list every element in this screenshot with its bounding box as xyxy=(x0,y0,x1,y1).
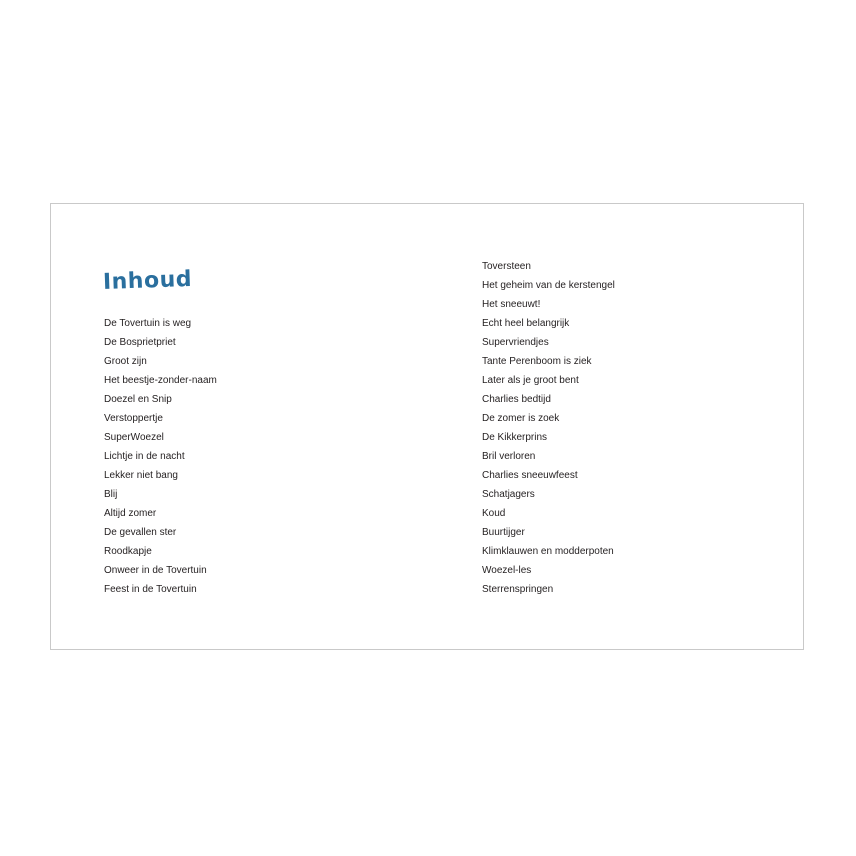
toc-item: Woezel-les xyxy=(482,565,532,576)
toc-item: Blij xyxy=(104,489,118,500)
toc-item: Charlies bedtijd xyxy=(482,394,551,405)
toc-item: Doezel en Snip xyxy=(104,394,172,405)
toc-item: Het sneeuwt! xyxy=(482,299,541,310)
toc-item: Buurtijger xyxy=(482,527,525,538)
toc-item: Altijd zomer xyxy=(104,508,157,519)
toc-item: Charlies sneeuwfeest xyxy=(482,470,578,481)
toc-item: Onweer in de Tovertuin xyxy=(104,565,207,576)
toc-item: SuperWoezel xyxy=(104,432,164,443)
toc-item: Verstoppertje xyxy=(104,413,163,424)
toc-item: Bril verloren xyxy=(482,451,536,462)
toc-item: Groot zijn xyxy=(104,356,147,367)
toc-item: Feest in de Tovertuin xyxy=(104,584,197,595)
toc-item: De Tovertuin is weg xyxy=(104,318,192,329)
toc-item: De gevallen ster xyxy=(104,527,177,538)
toc-item: De Kikkerprins xyxy=(482,432,548,443)
toc-item: De zomer is zoek xyxy=(482,413,560,424)
toc-item: Roodkapje xyxy=(104,546,152,557)
toc-item: Lekker niet bang xyxy=(104,470,178,481)
page-title: Inhoud xyxy=(102,266,193,295)
toc-item: Het beestje-zonder-naam xyxy=(104,375,217,386)
toc-item: Klimklauwen en modderpoten xyxy=(482,546,614,557)
toc-item: Schatjagers xyxy=(482,489,535,500)
toc-item: Lichtje in de nacht xyxy=(104,451,185,462)
toc-item: Sterrenspringen xyxy=(482,584,554,595)
toc-item: Echt heel belangrijk xyxy=(482,318,570,329)
toc-right-column xyxy=(482,257,615,599)
toc-item: Tante Perenboom is ziek xyxy=(482,356,592,367)
toc-item: De Bosprietpriet xyxy=(104,337,176,348)
toc-item: Toversteen xyxy=(482,261,531,272)
toc-left-column xyxy=(104,314,217,599)
toc-item: Later als je groot bent xyxy=(482,375,579,386)
toc-item: Het geheim van de kerstengel xyxy=(482,280,615,291)
toc-item: Supervriendjes xyxy=(482,337,549,348)
toc-item: Koud xyxy=(482,508,506,519)
